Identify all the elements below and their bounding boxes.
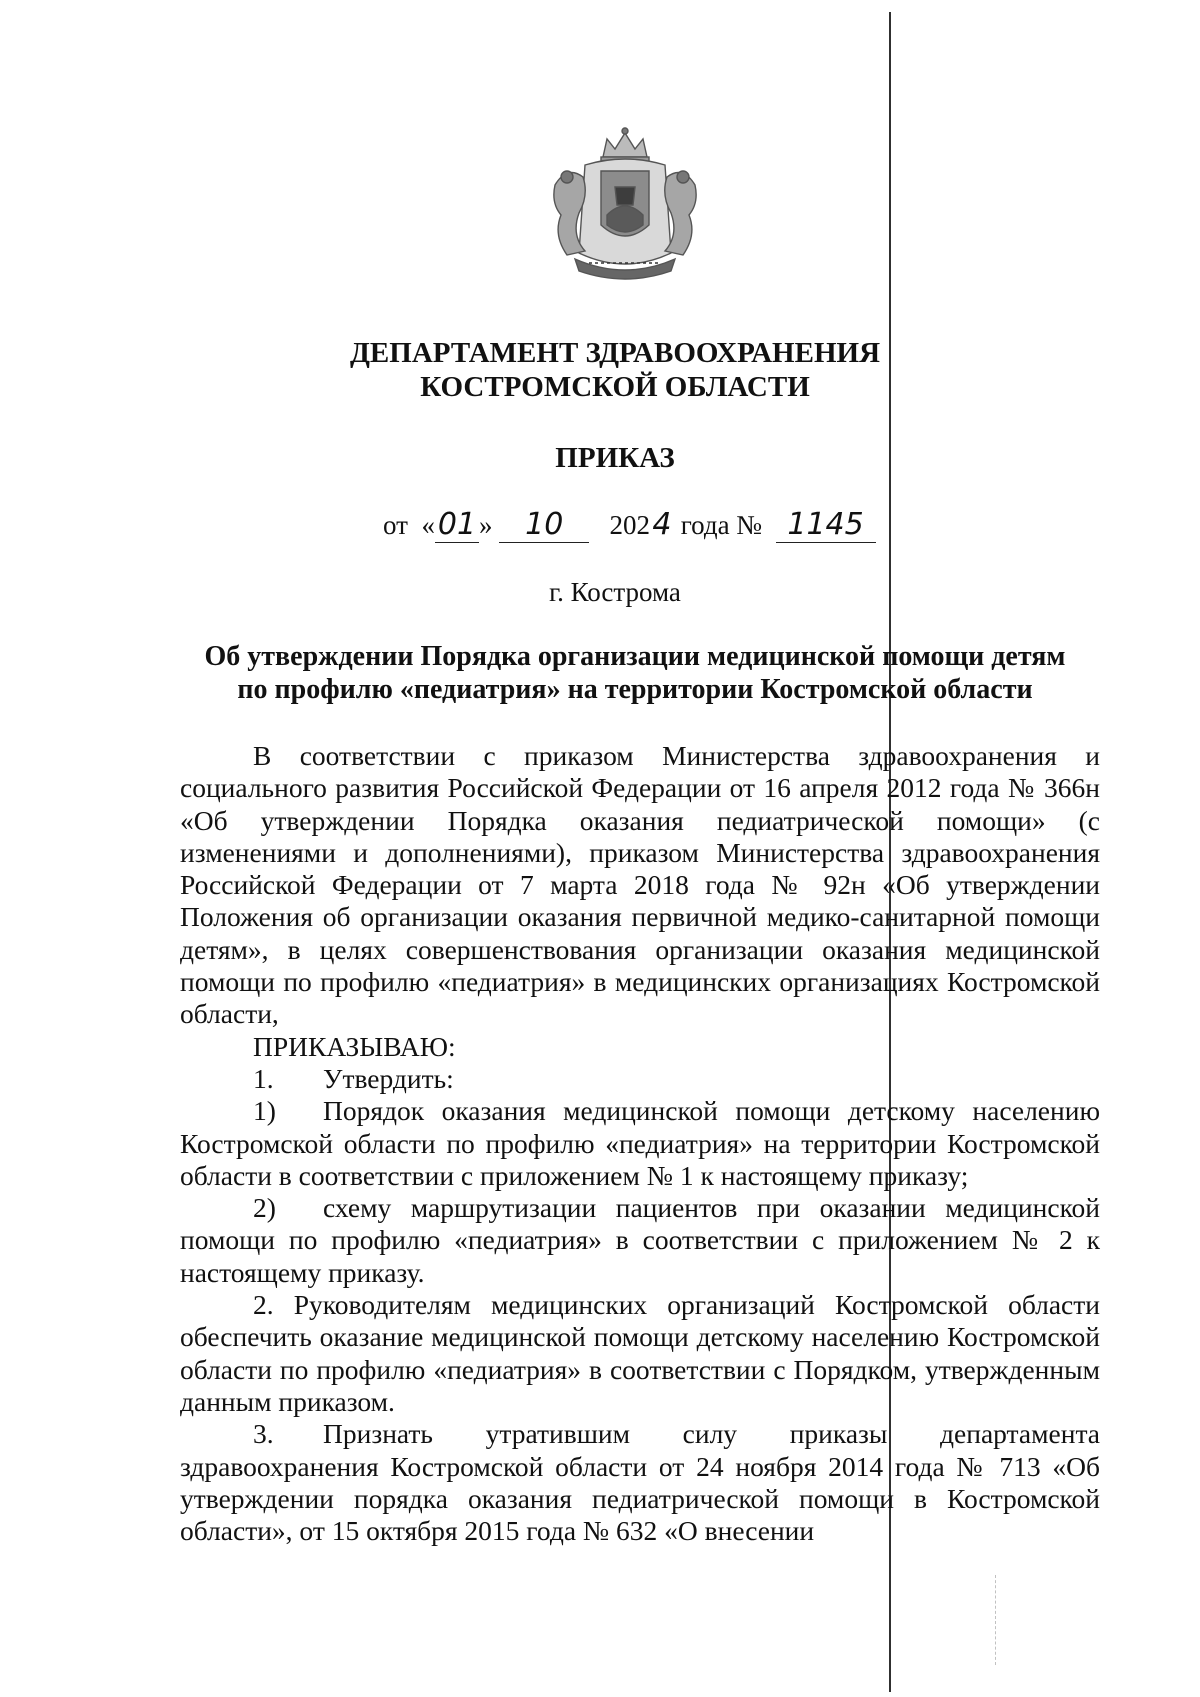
subject-line-2: по профилю «педиатрия» на территории Костромской области: [237, 674, 1033, 705]
handwritten-order-number: 1145: [776, 507, 876, 543]
item-3-number: 3.: [253, 1418, 274, 1450]
document-subject: [180, 640, 1090, 706]
handwritten-year-digit: 4: [652, 507, 672, 542]
command-word: ПРИКАЗЫВАЮ:: [253, 1030, 456, 1062]
item-1-text: Утвердить:: [323, 1062, 454, 1094]
department-line-2: КОСТРОМСКОЙ ОБЛАСТИ: [420, 371, 810, 403]
year-prefix: 202: [609, 510, 650, 540]
scan-artifact-dashes: [995, 1575, 997, 1665]
department-name: [300, 336, 930, 404]
item-2: 2. Руководителям медицинских организаций Костромской области обеспечить оказание медицинской помощи детскому населению Костромской области по профилю «педиатрия» в соответствии с Порядком, утвержденным данным приказом.: [180, 1289, 1100, 1417]
close-quote: »: [478, 510, 493, 540]
item-1-2-text: схему маршрутизации пациентов при оказании медицинской помощи по профилю «педиатрия» в соответствии с приложением № 2 к настоящему приказу.: [180, 1192, 1100, 1288]
date-prefix: от: [383, 510, 408, 540]
date-number-line: [383, 507, 876, 543]
item-1-1-text: Порядок оказания медицинской помощи детскому населению Костромской области по профилю «педиатрия» на территории Костромской области в соответствии с приложением № 1 к настоящему приказу;: [180, 1095, 1100, 1191]
city: г. Кострома: [549, 577, 681, 607]
item-1-2: [180, 1192, 1100, 1289]
document-type: ПРИКАЗ: [555, 442, 675, 474]
item-1-1-number: 1): [253, 1095, 276, 1127]
preamble-paragraph: В соответствии с приказом Министерства здравоохранения и социального развития Российской Федерации от 16 апреля 2012 года № 366н «Об утверждении Порядка оказания педиатрической помощи» (с изменениями и дополнениями), приказом Министерства здравоохранения Российской Федерации от 7 марта 2018 года № 92н «Об утверждении Положения об организации оказания первичной медико-санитарной помощи детям», в целях совершенствования организации оказания медицинской помощи по профилю «педиатрия» в медицинских организациях Костромской области,: [180, 740, 1100, 1030]
item-1-number: 1.: [253, 1062, 274, 1094]
subject-line-1: Об утверждении Порядка организации медицинской помощи детям: [204, 641, 1066, 672]
item-3: [180, 1418, 1100, 1547]
item-1-1: [180, 1095, 1100, 1192]
document-body: [180, 740, 1100, 1547]
handwritten-day: 01: [435, 507, 479, 543]
open-quote: «: [421, 510, 435, 540]
item-3-text: Признать утратившим силу приказы департамента здравоохранения Костромской области от 24 ноября 2014 года № 713 «Об утверждении порядка оказания педиатрической помощи в Костромской области», от 15 октября 2015 года № 632 «О внесении: [180, 1418, 1100, 1547]
department-line-1: ДЕПАРТАМЕНТ ЗДРАВООХРАНЕНИЯ: [349, 337, 881, 369]
item-1-2-number: 2): [253, 1192, 276, 1224]
coat-of-arms-emblem: [545, 125, 705, 280]
item-1: [180, 1063, 1100, 1095]
handwritten-month: 10: [499, 507, 589, 543]
year-suffix: года №: [680, 510, 763, 540]
